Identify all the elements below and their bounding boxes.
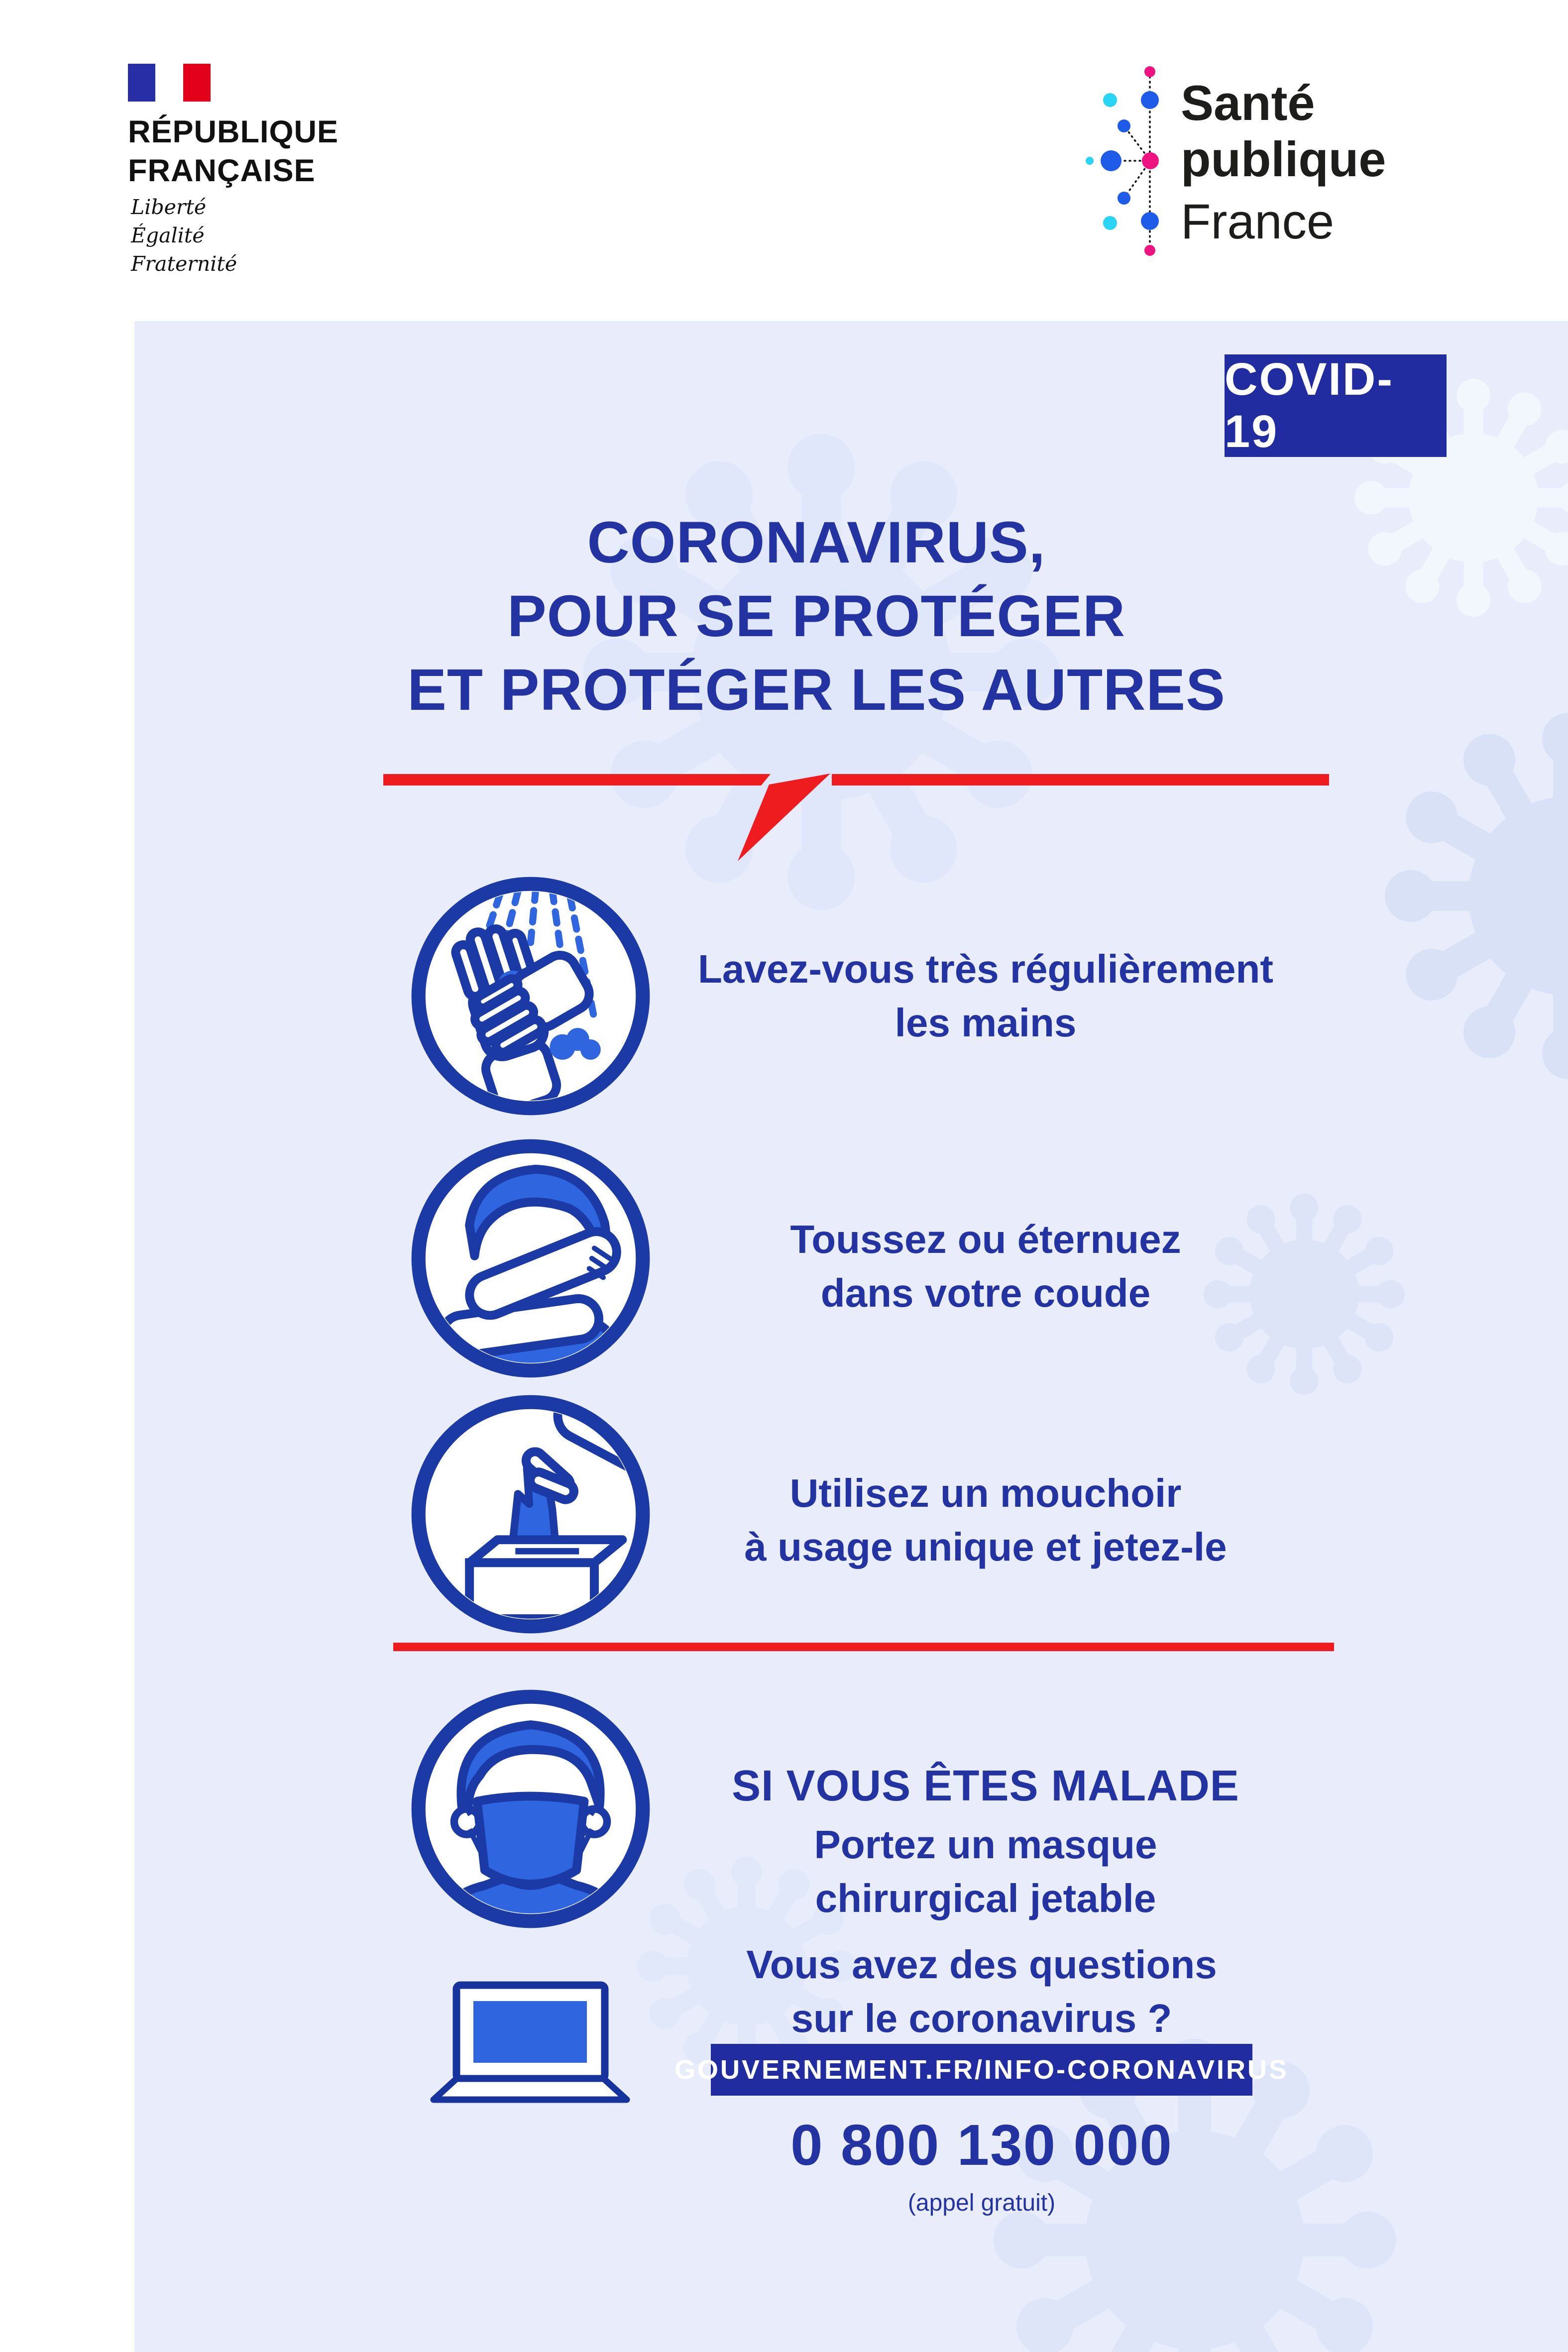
sick-section-heading: SI VOUS ÊTES MALADE	[732, 1762, 1239, 1810]
hotline-number: 0 800 130 000	[790, 2113, 1173, 2177]
hotline-note: (appel gratuit)	[907, 2190, 1056, 2216]
flag-blue-stripe	[128, 64, 155, 102]
tip-3-text	[662, 1466, 1309, 1574]
motto-liberte: Liberté	[131, 195, 207, 219]
title-line-2: POUR SE PROTÉGER	[507, 583, 1126, 649]
spf-word-sante: Santé	[1181, 75, 1315, 130]
info-url-text: GOUVERNEMENT.FR/INFO-CORONAVIRUS	[674, 2055, 1289, 2085]
french-flag-icon	[128, 64, 211, 102]
single-use-tissue-icon	[403, 1387, 658, 1642]
spf-word-publique: publique	[1181, 131, 1386, 187]
questions-line-2: sur le coronavirus ?	[791, 1996, 1172, 2040]
sick-section-text	[662, 1818, 1309, 1925]
red-speech-line	[378, 768, 1334, 870]
sick-line-1: Portez un masque	[814, 1822, 1157, 1867]
tip-3-line-1: Utilisez un mouchoir	[789, 1471, 1182, 1515]
rf-line2: FRANÇAISE	[128, 153, 316, 188]
title-line-3: ET PROTÉGER LES AUTRES	[407, 657, 1226, 723]
title-line-1: CORONAVIRUS,	[587, 510, 1046, 575]
tip-3-line-2: à usage unique et jetez-le	[744, 1525, 1227, 1569]
tip-2-text	[662, 1213, 1309, 1320]
flag-red-stripe	[183, 64, 211, 102]
info-url-bar	[674, 2044, 1289, 2096]
tip-1-text	[662, 942, 1309, 1050]
cough-into-elbow-icon	[403, 1131, 658, 1386]
tip-1-line-2: les mains	[895, 1001, 1077, 1045]
hand-washing-icon	[403, 869, 658, 1123]
surgical-mask-face-icon	[403, 1681, 658, 1936]
tip-2-line-2: dans votre coude	[820, 1271, 1151, 1315]
questions-text	[658, 1938, 1305, 2045]
spf-word-france: France	[1181, 194, 1335, 249]
rf-motto	[131, 193, 237, 278]
laptop-icon	[426, 1980, 635, 2115]
questions-line-1: Vous avez des questions	[746, 1942, 1217, 1987]
rf-line1: RÉPUBLIQUE	[128, 114, 339, 149]
red-divider-line	[393, 1643, 1334, 1651]
covid-19-badge-label: COVID-19	[1225, 354, 1394, 457]
republique-francaise-wordmark	[128, 112, 338, 190]
flag-white-stripe	[155, 64, 183, 102]
motto-fraternite: Fraternité	[131, 252, 237, 276]
motto-egalite: Égalité	[131, 224, 205, 247]
poster-title	[269, 506, 1364, 727]
tip-2-line-1: Toussez ou éternuez	[790, 1217, 1181, 1261]
covid-19-badge	[1225, 354, 1447, 457]
sick-line-2: chirurgical jetable	[815, 1876, 1156, 1920]
tip-1-line-1: Lavez-vous très régulièrement	[698, 947, 1273, 991]
